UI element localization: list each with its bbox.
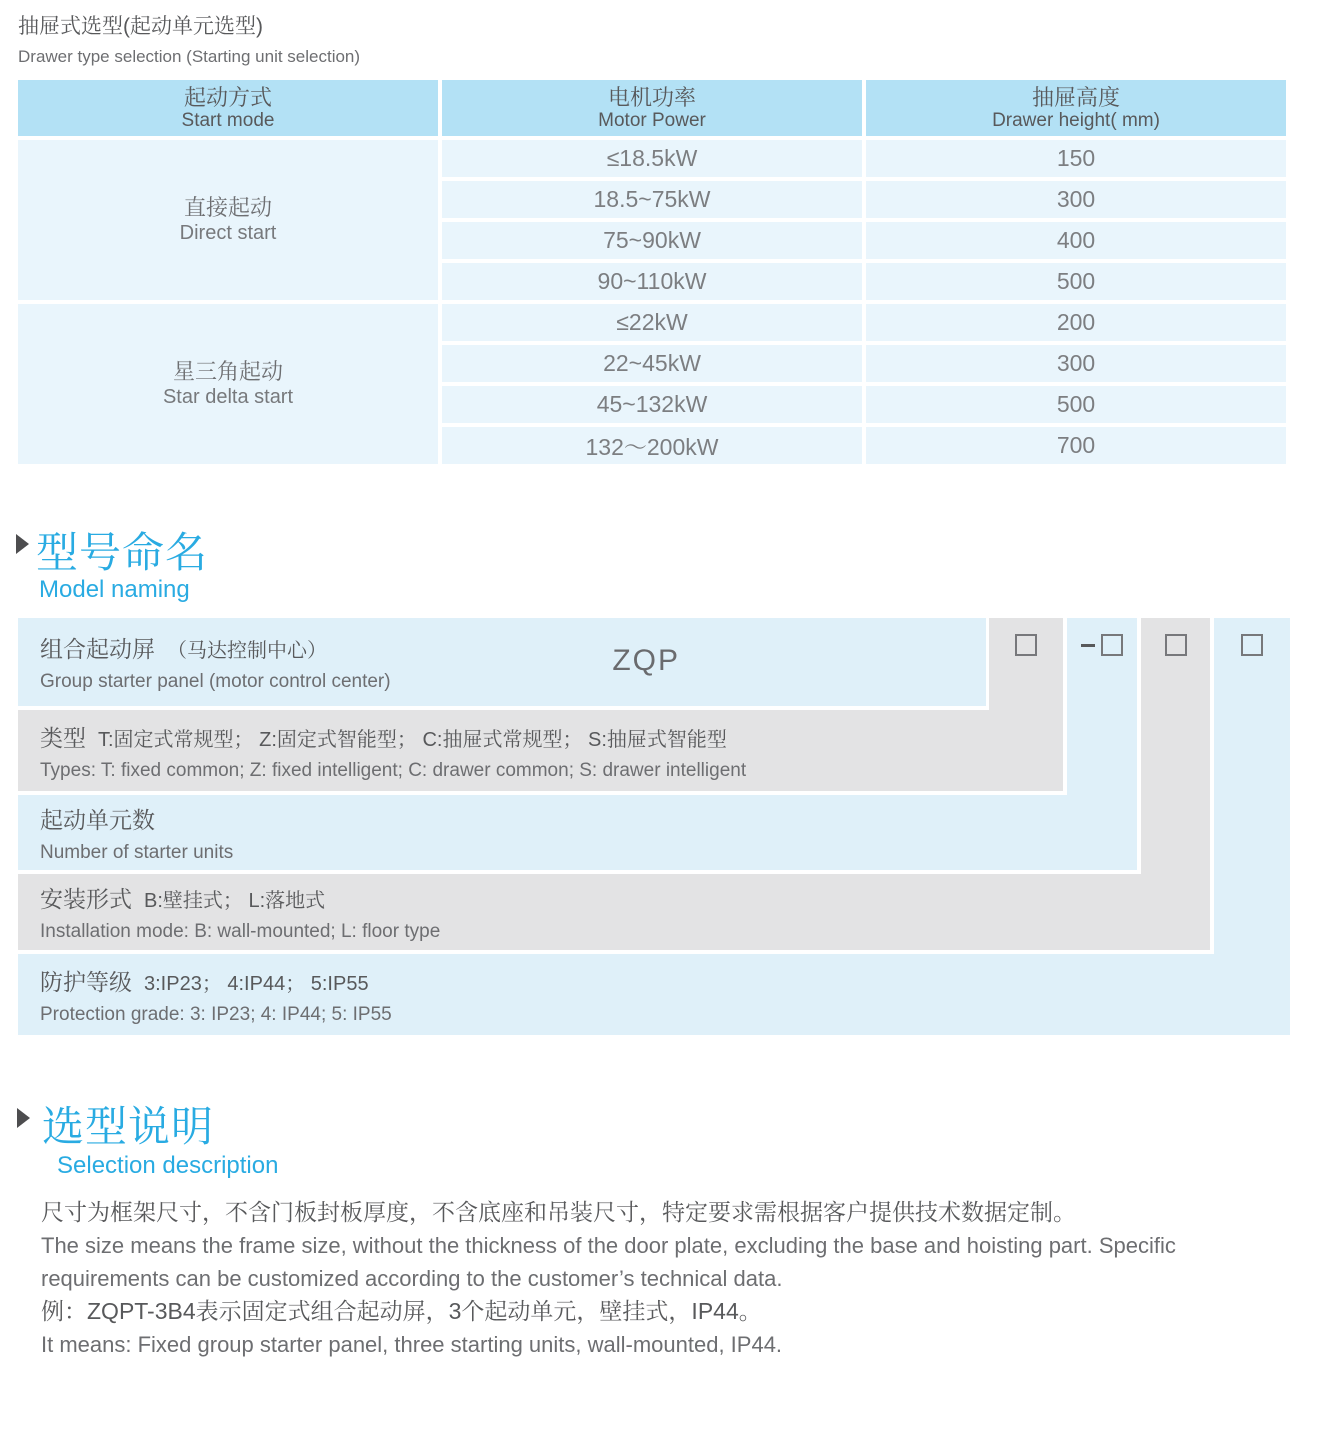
mode-cell-star-delta-start <box>18 304 438 464</box>
row-label-cn-note: T:固定式常规型； Z:固定式智能型； C:抽屉式常规型； S:抽屉式智能型 <box>98 728 727 751</box>
mode-cell-direct-start <box>18 140 438 300</box>
height-value: 200 <box>1056 309 1096 335</box>
power-cell <box>442 181 862 218</box>
code-slot-type <box>989 634 1063 656</box>
code-box-icon <box>1101 634 1123 656</box>
power-cell <box>442 263 862 300</box>
height-cell <box>866 427 1286 464</box>
code-box-icon <box>1241 634 1263 656</box>
height-value: 500 <box>1056 391 1096 417</box>
code-slot-unit-count <box>1067 634 1137 656</box>
height-value: 700 <box>1056 432 1096 458</box>
col-header-start-mode <box>18 80 438 136</box>
diagram-row-protection-grade <box>18 954 1290 1035</box>
height-cell <box>866 181 1286 218</box>
row-label-cn: 防护等级 <box>40 968 132 995</box>
height-value: 150 <box>1056 145 1096 171</box>
power-value: 90~110kW <box>597 268 707 294</box>
height-cell <box>866 345 1286 382</box>
mode-cn: 星三角起动 <box>172 359 283 384</box>
power-value: 22~45kW <box>603 350 701 376</box>
row-label-cn: 安装形式 <box>40 886 132 912</box>
code-box-icon <box>1015 634 1037 656</box>
row-label-cn-note: 3:IP23； 4:IP44； 5:IP55 <box>144 972 369 995</box>
col-header-cn: 抽屉高度 <box>1031 84 1120 110</box>
power-cell <box>442 222 862 259</box>
col-header-cn: 起动方式 <box>183 84 272 110</box>
power-value: 132～200kW <box>585 434 719 460</box>
row-label-cn: 类型 <box>40 724 86 751</box>
power-cell <box>442 386 862 423</box>
row-label-cn: 起动单元数 <box>40 806 155 833</box>
section-heading-model-naming: 型号命名 <box>36 529 209 576</box>
page-subtitle: Drawer type selection (Starting unit selection) <box>18 47 361 66</box>
row-label-cn: 组合起动屏 <box>40 636 155 662</box>
power-value: ≤22kW <box>616 309 688 335</box>
power-cell <box>442 427 862 464</box>
power-cell <box>442 304 862 341</box>
height-value: 500 <box>1056 268 1096 294</box>
power-value: 45~132kW <box>596 391 708 417</box>
drawer-selection-table <box>18 80 1286 464</box>
code-slot-installation <box>1141 634 1210 656</box>
height-cell <box>866 263 1286 300</box>
height-value: 300 <box>1056 350 1096 376</box>
section-heading-selection-description: 选型说明 <box>42 1103 215 1150</box>
example-line-cn: 例：ZQPT-3B4表示固定式组合起动屏，3个起动单元，壁挂式，IP44。 <box>41 1298 762 1324</box>
power-value: 18.5~75kW <box>593 186 711 212</box>
diagram-row-group-starter-panel <box>18 618 986 706</box>
height-value: 300 <box>1056 186 1096 212</box>
col-header-en: Motor Power <box>598 109 706 131</box>
diagram-row-installation <box>18 874 1210 950</box>
height-cell <box>866 386 1286 423</box>
col-header-drawer-height <box>866 80 1286 136</box>
mode-en: Star delta start <box>162 386 294 408</box>
row-label-en: Protection grade: 3: IP23; 4: IP44; 5: IP55 <box>40 1003 392 1025</box>
power-cell <box>442 140 862 177</box>
section-subheading-selection-description: Selection description <box>57 1152 279 1179</box>
description-line-en: The size means the frame size, without the thickness of the door plate, excluding the base and hoisting part. Specific requirements can be customized according to the customer’s technical data. <box>41 1233 1176 1291</box>
page-title: 抽屉式选型(起动单元选型) <box>18 15 263 38</box>
height-cell <box>866 222 1286 259</box>
row-label-cn-note: B:壁挂式； L:落地式 <box>144 890 326 912</box>
mode-cn: 直接起动 <box>183 195 272 220</box>
code-slot-protection <box>1214 634 1290 656</box>
height-value: 400 <box>1056 227 1096 253</box>
row-label-en: Group starter panel (motor control center) <box>40 671 391 692</box>
section-subheading-model-naming: Model naming <box>39 576 190 603</box>
row-label-en: Number of starter units <box>40 841 234 863</box>
example-line-en: It means: Fixed group starter panel, three starting units, wall-mounted, IP44. <box>41 1332 783 1357</box>
section-marker-triangle-icon <box>16 534 29 554</box>
diagram-row-type <box>18 710 1063 791</box>
page-title-block <box>18 10 360 67</box>
col-header-motor-power <box>442 80 862 136</box>
row-label-en: Installation mode: B: wall-mounted; L: floor type <box>40 921 441 942</box>
model-code-prefix: ZQP <box>612 644 680 677</box>
power-value: ≤18.5kW <box>606 145 698 171</box>
height-cell <box>866 304 1286 341</box>
row-label-cn-note: （马达控制中心） <box>167 640 327 662</box>
power-value: 75~90kW <box>603 227 701 253</box>
col-header-cn: 电机功率 <box>607 84 696 110</box>
description-line-cn: 尺寸为框架尺寸，不含门板封板厚度，不含底座和吊装尺寸，特定要求需根据客户提供技术数据定制。 <box>41 1199 1076 1225</box>
col-header-en: Start mode <box>181 109 275 131</box>
section-marker-triangle-icon <box>17 1108 30 1128</box>
dash-separator-icon <box>1081 644 1095 647</box>
row-label-en: Types: T: fixed common; Z: fixed intelligent; C: drawer common; S: drawer intelligent <box>40 759 747 781</box>
power-cell <box>442 345 862 382</box>
selection-description-body <box>41 1196 1293 1361</box>
code-box-icon <box>1165 634 1187 656</box>
mode-en: Direct start <box>179 222 277 244</box>
diagram-row-unit-count <box>18 795 1137 870</box>
col-header-en: Drawer height( mm) <box>992 109 1160 131</box>
model-naming-diagram <box>18 618 1290 1035</box>
height-cell <box>866 140 1286 177</box>
